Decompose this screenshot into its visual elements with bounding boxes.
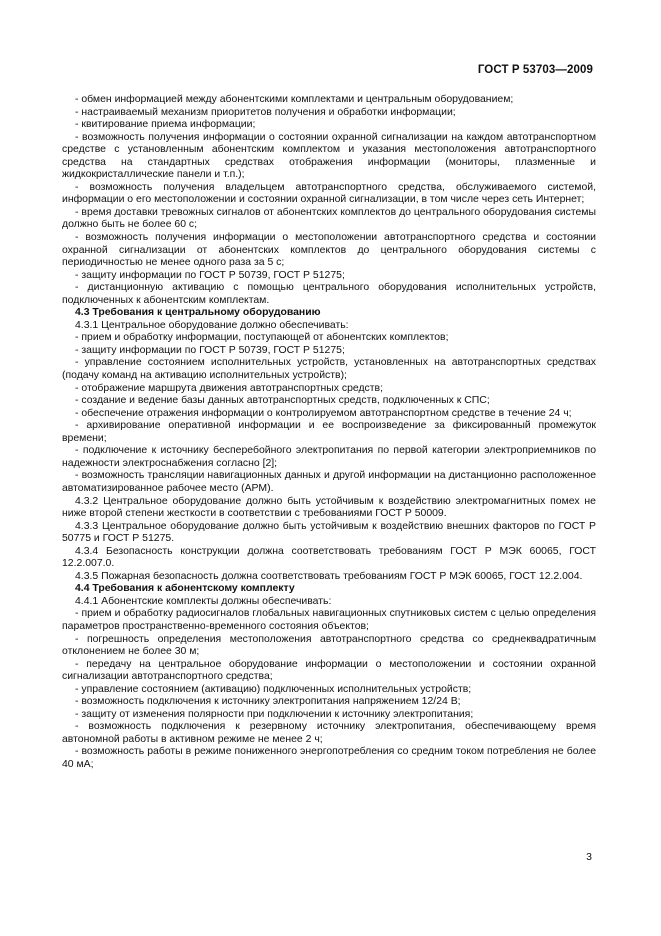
paragraph: - защиту информации по ГОСТ Р 50739, ГОСТ Р 51275; — [75, 269, 345, 281]
paragraph: - возможность подключения к резервному источнику электропитания, обеспечивающему время автономной работы в активном режиме не менее 2 ч; — [62, 721, 596, 745]
paragraph: 4.3.4 Безопасность конструкции должна соответствовать требованиям ГОСТ Р МЭК 60065, ГОСТ 12.2.007.0. — [62, 545, 596, 570]
paragraph: 4.3.2 Центральное оборудование должно быть устойчивым к воздействию электромагнитных помех не ниже второй степени жесткости в соответствии с требованиями ГОСТ Р 50009. — [62, 495, 596, 520]
paragraph: - возможность получения владельцем автотранспортного средства, обслуживаемого системой, информации о его местоположении и состоянии охранной сигнализации, в том числе через сеть Интернет; — [62, 181, 596, 206]
paragraph: - возможность получения информации о состоянии охранной сигнализации на каждом автотранспортном средстве с установленным абонентским комплектом и указания местоположения автотранспортного средства на стандартных средствах отображения информации (мониторы, плазменные и жидкокристаллические панели и т.п.); — [62, 131, 596, 181]
paragraph: 4.3.5 Пожарная безопасность должна соответствовать требованиям ГОСТ Р МЭК 60065, ГОСТ 12.2.004. — [75, 570, 583, 582]
paragraph: - управление состоянием (активацию) подключенных исполнительных устройств; — [75, 683, 472, 695]
paragraph: - архивирование оперативной информации и ее воспроизведение за фиксированный промежуток времени; — [62, 420, 596, 444]
document-id: ГОСТ Р 53703—2009 — [477, 64, 593, 76]
paragraph: - прием и обработку информации, поступающей от абонентских комплектов; — [75, 332, 449, 344]
paragraph: - квитирование приема информации; — [75, 119, 256, 131]
paragraph: - настраиваемый механизм приоритетов получения и обработки информации; — [75, 106, 456, 118]
page-number: 3 — [586, 851, 592, 863]
paragraph: - возможность работы в режиме пониженного энергопотребления со средним током потребления не более 40 мА; — [62, 746, 596, 770]
paragraph: - время доставки тревожных сигналов от абонентских комплектов до центрального оборудования системы должно быть не более 60 с; — [62, 206, 596, 231]
paragraph: - создание и ведение базы данных автотранспортных средств, подключенных к СПС; — [75, 395, 490, 407]
paragraph: - обеспечение отражения информации о контролируемом автотранспортном средстве в течение 24 ч; — [75, 407, 572, 419]
paragraph: - дистанционную активацию с помощью центрального оборудования исполнительных устройств, подключенных к абонентским комплектам. — [62, 282, 596, 306]
paragraph: 4.3.3 Центральное оборудование должно быть устойчивым к воздействию внешних факторов по ГОСТ Р 50775 и ГОСТ Р 51275. — [62, 520, 596, 545]
paragraph: - прием и обработку радиосигналов глобальных навигационных спутниковых систем с целью определения параметров пространственно-временного состояния объектов; — [62, 608, 596, 632]
section-heading: 4.4 Требования к абонентскому комплекту — [75, 583, 295, 595]
paragraph: - возможность подключения к источнику электропитания напряжением 12/24 В; — [75, 696, 461, 708]
paragraph: - возможность трансляции навигационных данных и другой информации на дистанционно расположенное автоматизированное рабочее место (АРМ). — [62, 470, 596, 494]
paragraph: - управление состоянием исполнительных устройств, установленных на автотранспортных средствах (подачу команд на активацию исполнительных устройств); — [62, 357, 596, 382]
paragraph: - защиту от изменения полярности при подключении к источнику электропитания; — [75, 708, 474, 720]
paragraph: 4.3.1 Центральное оборудование должно обеспечивать: — [75, 319, 349, 331]
paragraph: - защиту информации по ГОСТ Р 50739, ГОСТ Р 51275; — [75, 344, 345, 356]
section-heading: 4.3 Требования к центральному оборудованию — [75, 307, 321, 319]
paragraph: - отображение маршрута движения автотранспортных средств; — [75, 382, 383, 394]
paragraph: - подключение к источнику бесперебойного электропитания по первой категории электроприемников по надежности электроснабжения согласно [2]; — [62, 445, 596, 469]
page-body — [62, 94, 596, 772]
paragraph: - обмен информацией между абонентскими комплектами и центральным оборудованием; — [75, 94, 514, 105]
paragraph: - передачу на центральное оборудование информации о местоположении и состоянии охранной сигнализации автотранспортного средства; — [62, 658, 596, 683]
paragraph: - погрешность определения местоположения автотранспортного средства со среднеквадратичным отклонением не более 30 м; — [62, 633, 596, 658]
document-header — [478, 64, 593, 76]
paragraph: 4.4.1 Абонентские комплекты должны обеспечивать: — [75, 595, 332, 607]
paragraph: - возможность получения информации о местоположении автотранспортного средства и состоянии охранной сигнализации от абонентских комплектов до центрального оборудования системы с периодичностью не менее одного раза за 5 с; — [62, 232, 596, 269]
